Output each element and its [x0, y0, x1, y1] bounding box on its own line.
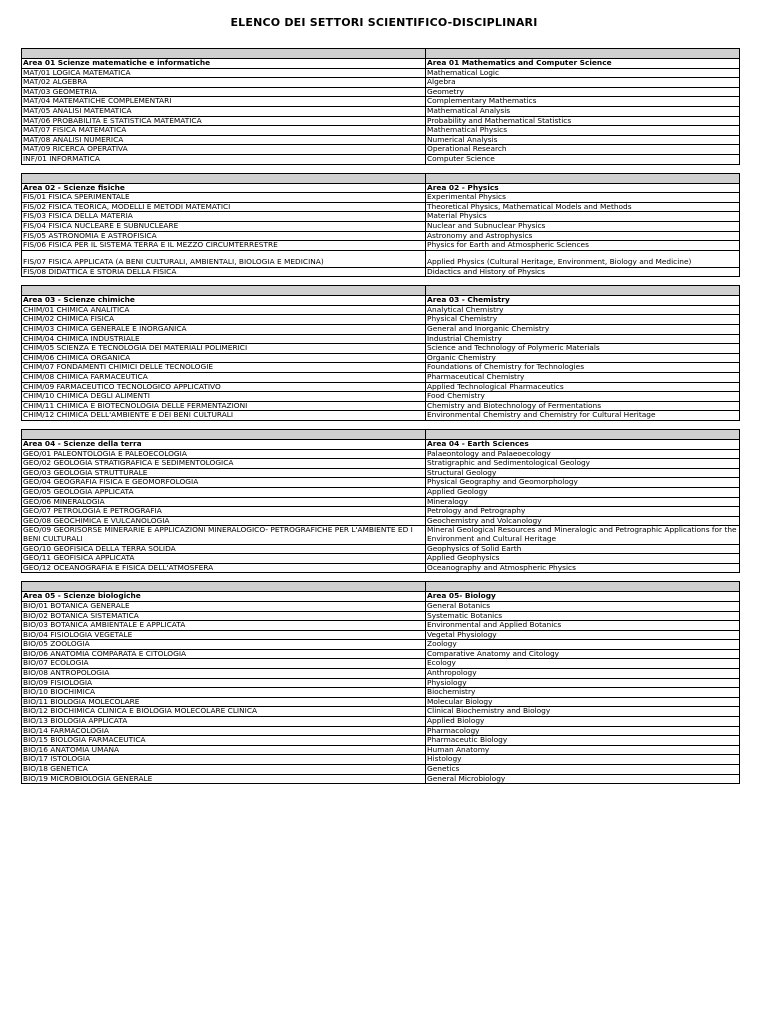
sector-name-english: Structural Geology — [426, 468, 740, 478]
table-row — [22, 373, 740, 383]
table-row — [22, 478, 740, 488]
sector-code-italian: BIO/12 BIOCHIMICA CLINICA E BIOLOGIA MOLECOLARE CLINICA — [22, 707, 426, 717]
table-row — [22, 707, 740, 717]
area-section — [21, 581, 739, 784]
sector-code-italian: MAT/02 ALGEBRA — [22, 78, 426, 88]
sector-name-english: Environmental and Applied Botanics — [426, 621, 740, 631]
sector-name-english: Applied Geology — [426, 487, 740, 497]
sector-code-italian: BIO/08 ANTROPOLOGIA — [22, 669, 426, 679]
sector-code-italian: GEO/10 GEOFISICA DELLA TERRA SOLIDA — [22, 544, 426, 554]
table-row — [22, 554, 740, 564]
table-row — [22, 765, 740, 775]
sector-name-english: Mathematical Logic — [426, 68, 740, 78]
table-row — [22, 669, 740, 679]
sector-name-english: Comparative Anatomy and Citology — [426, 649, 740, 659]
sector-code-italian: INF/01 INFORMATICA — [22, 154, 426, 164]
table-row — [22, 382, 740, 392]
sector-name-english: Material Physics — [426, 212, 740, 222]
table-row — [22, 145, 740, 155]
sector-code-italian: BIO/18 GENETICA — [22, 765, 426, 775]
area-table — [21, 581, 740, 784]
sector-code-italian: FIS/06 FISICA PER IL SISTEMA TERRA E IL MEZZO CIRCUMTERRESTRE — [22, 241, 426, 251]
sector-code-italian: GEO/03 GEOLOGIA STRUTTURALE — [22, 468, 426, 478]
sector-code-italian: MAT/07 FISICA MATEMATICA — [22, 126, 426, 136]
page-title: ELENCO DEI SETTORI SCIENTIFICO-DISCIPLINARI — [230, 16, 538, 29]
area-title-english: Area 05- Biology — [426, 592, 740, 602]
table-row — [22, 640, 740, 650]
table-row — [22, 755, 740, 765]
area-table — [21, 429, 740, 573]
sector-code-italian: FIS/04 FISICA NUCLEARE E SUBNUCLEARE — [22, 221, 426, 231]
table-row — [22, 621, 740, 631]
sector-name-english: Geochemistry and Volcanology — [426, 516, 740, 526]
area-header-row — [22, 296, 740, 306]
sector-name-english: Theoretical Physics, Mathematical Models and Methods — [426, 202, 740, 212]
area-title-english: Area 04 - Earth Sciences — [426, 440, 740, 450]
table-row — [22, 401, 740, 411]
sector-code-italian: BIO/04 FISIOLOGIA VEGETALE — [22, 630, 426, 640]
sector-name-english: Mineralogy — [426, 497, 740, 507]
table-row — [22, 267, 740, 277]
sector-code-italian: CHIM/09 FARMACEUTICO TECNOLOGICO APPLICATIVO — [22, 382, 426, 392]
sector-name-english: Pharmaceutical Chemistry — [426, 373, 740, 383]
table-row — [22, 611, 740, 621]
sector-name-english: Oceanography and Atmospheric Physics — [426, 563, 740, 573]
area-title-english: Area 03 - Chemistry — [426, 296, 740, 306]
sector-name-english: Science and Technology of Polymeric Materials — [426, 344, 740, 354]
table-row — [22, 678, 740, 688]
sector-code-italian: GEO/08 GEOCHIMICA E VULCANOLOGIA — [22, 516, 426, 526]
table-row — [22, 497, 740, 507]
sector-name-english: Physics for Earth and Atmospheric Sciences — [426, 241, 740, 251]
sector-name-english: Chemistry and Biotechnology of Fermentations — [426, 401, 740, 411]
sector-code-italian: CHIM/02 CHIMICA FISICA — [22, 315, 426, 325]
sector-code-italian: CHIM/12 CHIMICA DELL'AMBIENTE E DEI BENI CULTURALI — [22, 411, 426, 421]
sector-code-italian: MAT/05 ANALISI MATEMATICA — [22, 106, 426, 116]
table-row — [22, 97, 740, 107]
sectors-list — [21, 48, 739, 792]
table-row — [22, 659, 740, 669]
sector-name-english: Applied Physics (Cultural Heritage, Environment, Biology and Medicine) — [426, 250, 740, 267]
sector-code-italian: CHIM/11 CHIMICA E BIOTECNOLOGIA DELLE FERMENTAZIONI — [22, 401, 426, 411]
area-title-english: Area 01 Mathematics and Computer Science — [426, 59, 740, 69]
sector-name-english: Applied Biology — [426, 717, 740, 727]
table-row — [22, 353, 740, 363]
sector-code-italian: FIS/05 ASTRONOMIA E ASTROFISICA — [22, 231, 426, 241]
sector-code-italian: BIO/06 ANATOMIA COMPARATA E CITOLOGIA — [22, 649, 426, 659]
sector-name-english: Petrology and Petrography — [426, 507, 740, 517]
sector-code-italian: MAT/01 LOGICA MATEMATICA — [22, 68, 426, 78]
area-title-italian: Area 02 - Scienze fisiche — [22, 183, 426, 193]
sector-code-italian: GEO/02 GEOLOGIA STRATIGRAFICA E SEDIMENTOLOGICA — [22, 459, 426, 469]
table-row — [22, 325, 740, 335]
sector-name-english: General and Inorganic Chemistry — [426, 325, 740, 335]
sector-name-english: Molecular Biology — [426, 697, 740, 707]
header-band — [22, 286, 740, 296]
sector-name-english: Numerical Analysis — [426, 135, 740, 145]
sector-code-italian: MAT/06 PROBABILITA E STATISTICA MATEMATICA — [22, 116, 426, 126]
area-title-italian: Area 05 - Scienze biologiche — [22, 592, 426, 602]
sector-code-italian: MAT/09 RICERCA OPERATIVA — [22, 145, 426, 155]
sector-code-italian: GEO/07 PETROLOGIA E PETROGRAFIA — [22, 507, 426, 517]
sector-name-english: Physical Geography and Geomorphology — [426, 478, 740, 488]
sector-code-italian: BIO/16 ANATOMIA UMANA — [22, 745, 426, 755]
area-title-italian: Area 04 - Scienze della terra — [22, 440, 426, 450]
area-section — [21, 173, 739, 278]
sector-name-english: Computer Science — [426, 154, 740, 164]
sector-name-english: Applied Technological Pharmaceutics — [426, 382, 740, 392]
sector-code-italian: CHIM/04 CHIMICA INDUSTRIALE — [22, 334, 426, 344]
header-band — [22, 49, 740, 59]
table-row — [22, 697, 740, 707]
table-row — [22, 392, 740, 402]
table-row — [22, 87, 740, 97]
sector-name-english: Mineral Geological Resources and Mineralogic and Petrographic Applications for the Environment and Cultural Heritage — [426, 526, 740, 544]
sector-code-italian: CHIM/10 CHIMICA DEGLI ALIMENTI — [22, 392, 426, 402]
table-row — [22, 221, 740, 231]
sector-name-english: Palaeontology and Palaeoecology — [426, 449, 740, 459]
sector-code-italian: GEO/06 MINERALOGIA — [22, 497, 426, 507]
sector-name-english: Didactics and History of Physics — [426, 267, 740, 277]
sector-name-english: Clinical Biochemistry and Biology — [426, 707, 740, 717]
sector-name-english: Mathematical Physics — [426, 126, 740, 136]
sector-name-english: Vegetal Physiology — [426, 630, 740, 640]
table-row — [22, 212, 740, 222]
area-title-italian: Area 03 - Scienze chimiche — [22, 296, 426, 306]
table-row — [22, 459, 740, 469]
sector-name-english: Complementary Mathematics — [426, 97, 740, 107]
area-title-italian: Area 01 Scienze matematiche e informatiche — [22, 59, 426, 69]
sector-name-english: Astronomy and Astrophysics — [426, 231, 740, 241]
sector-name-english: Zoology — [426, 640, 740, 650]
sector-name-english: Food Chemistry — [426, 392, 740, 402]
table-row — [22, 516, 740, 526]
table-row — [22, 202, 740, 212]
area-section — [21, 48, 739, 165]
sector-name-english: Physical Chemistry — [426, 315, 740, 325]
header-band — [22, 430, 740, 440]
area-section — [21, 285, 739, 421]
table-row — [22, 745, 740, 755]
sector-code-italian: CHIM/03 CHIMICA GENERALE E INORGANICA — [22, 325, 426, 335]
sector-code-italian: BIO/01 BOTANICA GENERALE — [22, 601, 426, 611]
sector-code-italian: BIO/15 BIOLOGIA FARMACEUTICA — [22, 736, 426, 746]
sector-code-italian: MAT/08 ANALISI NUMERICA — [22, 135, 426, 145]
table-row — [22, 726, 740, 736]
table-row — [22, 736, 740, 746]
table-row — [22, 315, 740, 325]
sector-code-italian: BIO/07 ECOLOGIA — [22, 659, 426, 669]
sector-name-english: Physiology — [426, 678, 740, 688]
sector-name-english: Geometry — [426, 87, 740, 97]
sector-name-english: Probability and Mathematical Statistics — [426, 116, 740, 126]
sector-name-english: Pharmaceutic Biology — [426, 736, 740, 746]
sector-code-italian: GEO/04 GEOGRAFIA FISICA E GEOMORFOLOGIA — [22, 478, 426, 488]
sector-code-italian: FIS/07 FISICA APPLICATA (A BENI CULTURALI, AMBIENTALI, BIOLOGIA E MEDICINA) — [22, 250, 426, 267]
sector-code-italian: FIS/03 FISICA DELLA MATERIA — [22, 212, 426, 222]
sector-code-italian: BIO/05 ZOOLOGIA — [22, 640, 426, 650]
sector-name-english: Biochemistry — [426, 688, 740, 698]
sector-name-english: Histology — [426, 755, 740, 765]
table-row — [22, 688, 740, 698]
table-row — [22, 193, 740, 203]
sector-code-italian: CHIM/05 SCIENZA E TECNOLOGIA DEI MATERIALI POLIMERICI — [22, 344, 426, 354]
table-row — [22, 363, 740, 373]
sector-code-italian: CHIM/07 FONDAMENTI CHIMICI DELLE TECNOLOGIE — [22, 363, 426, 373]
sector-name-english: Applied Geophysics — [426, 554, 740, 564]
sector-name-english: Pharmacology — [426, 726, 740, 736]
sector-code-italian: FIS/08 DIDATTICA E STORIA DELLA FISICA — [22, 267, 426, 277]
sector-name-english: Industrial Chemistry — [426, 334, 740, 344]
table-row — [22, 305, 740, 315]
table-row — [22, 649, 740, 659]
table-row — [22, 106, 740, 116]
sector-name-english: Geophysics of Solid Earth — [426, 544, 740, 554]
area-section — [21, 429, 739, 573]
sector-code-italian: BIO/02 BOTANICA SISTEMATICA — [22, 611, 426, 621]
sector-code-italian: BIO/11 BIOLOGIA MOLECOLARE — [22, 697, 426, 707]
area-header-row — [22, 59, 740, 69]
table-row — [22, 449, 740, 459]
area-header-row — [22, 592, 740, 602]
table-row — [22, 126, 740, 136]
table-row — [22, 468, 740, 478]
sector-code-italian: GEO/11 GEOFISICA APPLICATA — [22, 554, 426, 564]
area-table — [21, 285, 740, 421]
area-header-row — [22, 183, 740, 193]
sector-code-italian: BIO/17 ISTOLOGIA — [22, 755, 426, 765]
sector-name-english: Ecology — [426, 659, 740, 669]
table-row — [22, 250, 740, 267]
table-row — [22, 630, 740, 640]
sector-code-italian: FIS/01 FISICA SPERIMENTALE — [22, 193, 426, 203]
sector-name-english: Environmental Chemistry and Chemistry for Cultural Heritage — [426, 411, 740, 421]
sector-code-italian: MAT/04 MATEMATICHE COMPLEMENTARI — [22, 97, 426, 107]
sector-name-english: Systematic Botanics — [426, 611, 740, 621]
table-row — [22, 241, 740, 251]
table-row — [22, 526, 740, 544]
sector-name-english: Anthropology — [426, 669, 740, 679]
sector-name-english: General Microbiology — [426, 774, 740, 784]
sector-code-italian: FIS/02 FISICA TEORICA, MODELLI E METODI MATEMATICI — [22, 202, 426, 212]
sector-code-italian: GEO/05 GEOLOGIA APPLICATA — [22, 487, 426, 497]
table-row — [22, 507, 740, 517]
sector-name-english: Experimental Physics — [426, 193, 740, 203]
table-row — [22, 154, 740, 164]
sector-name-english: Algebra — [426, 78, 740, 88]
table-row — [22, 487, 740, 497]
area-title-english: Area 02 - Physics — [426, 183, 740, 193]
area-header-row — [22, 440, 740, 450]
sector-code-italian: CHIM/06 CHIMICA ORGANICA — [22, 353, 426, 363]
table-row — [22, 774, 740, 784]
sector-name-english: Mathematical Analysis — [426, 106, 740, 116]
header-band — [22, 173, 740, 183]
sector-code-italian: BIO/10 BIOCHIMICA — [22, 688, 426, 698]
table-row — [22, 544, 740, 554]
table-row — [22, 601, 740, 611]
table-row — [22, 116, 740, 126]
table-row — [22, 344, 740, 354]
sector-name-english: Organic Chemistry — [426, 353, 740, 363]
sector-code-italian: BIO/14 FARMACOLOGIA — [22, 726, 426, 736]
sector-code-italian: BIO/03 BOTANICA AMBIENTALE E APPLICATA — [22, 621, 426, 631]
sector-code-italian: GEO/01 PALEONTOLOGIA E PALEOECOLOGIA — [22, 449, 426, 459]
table-row — [22, 78, 740, 88]
sector-code-italian: BIO/13 BIOLOGIA APPLICATA — [22, 717, 426, 727]
area-table — [21, 48, 740, 165]
sector-name-english: Analytical Chemistry — [426, 305, 740, 315]
table-row — [22, 68, 740, 78]
table-row — [22, 411, 740, 421]
sector-name-english: Nuclear and Subnuclear Physics — [426, 221, 740, 231]
table-row — [22, 135, 740, 145]
table-row — [22, 231, 740, 241]
table-row — [22, 334, 740, 344]
sector-name-english: Operational Research — [426, 145, 740, 155]
table-row — [22, 563, 740, 573]
header-band — [22, 582, 740, 592]
sector-code-italian: GEO/12 OCEANOGRAFIA E FISICA DELL'ATMOSFERA — [22, 563, 426, 573]
sector-code-italian: BIO/09 FISIOLOGIA — [22, 678, 426, 688]
sector-code-italian: MAT/03 GEOMETRIA — [22, 87, 426, 97]
sector-name-english: Genetics — [426, 765, 740, 775]
sector-code-italian: CHIM/01 CHIMICA ANALITICA — [22, 305, 426, 315]
area-table — [21, 173, 740, 278]
sector-name-english: General Botanics — [426, 601, 740, 611]
sector-code-italian: BIO/19 MICROBIOLOGIA GENERALE — [22, 774, 426, 784]
sector-name-english: Stratigraphic and Sedimentological Geology — [426, 459, 740, 469]
sector-name-english: Foundations of Chemistry for Technologies — [426, 363, 740, 373]
sector-code-italian: GEO/09 GEORISORSE MINERARIE E APPLICAZIONI MINERALOGICO- PETROGRAFICHE PER L'AMBIENTE ED I BENI CULTURALI — [22, 526, 426, 544]
sector-code-italian: CHIM/08 CHIMICA FARMACEUTICA — [22, 373, 426, 383]
table-row — [22, 717, 740, 727]
sector-name-english: Human Anatomy — [426, 745, 740, 755]
